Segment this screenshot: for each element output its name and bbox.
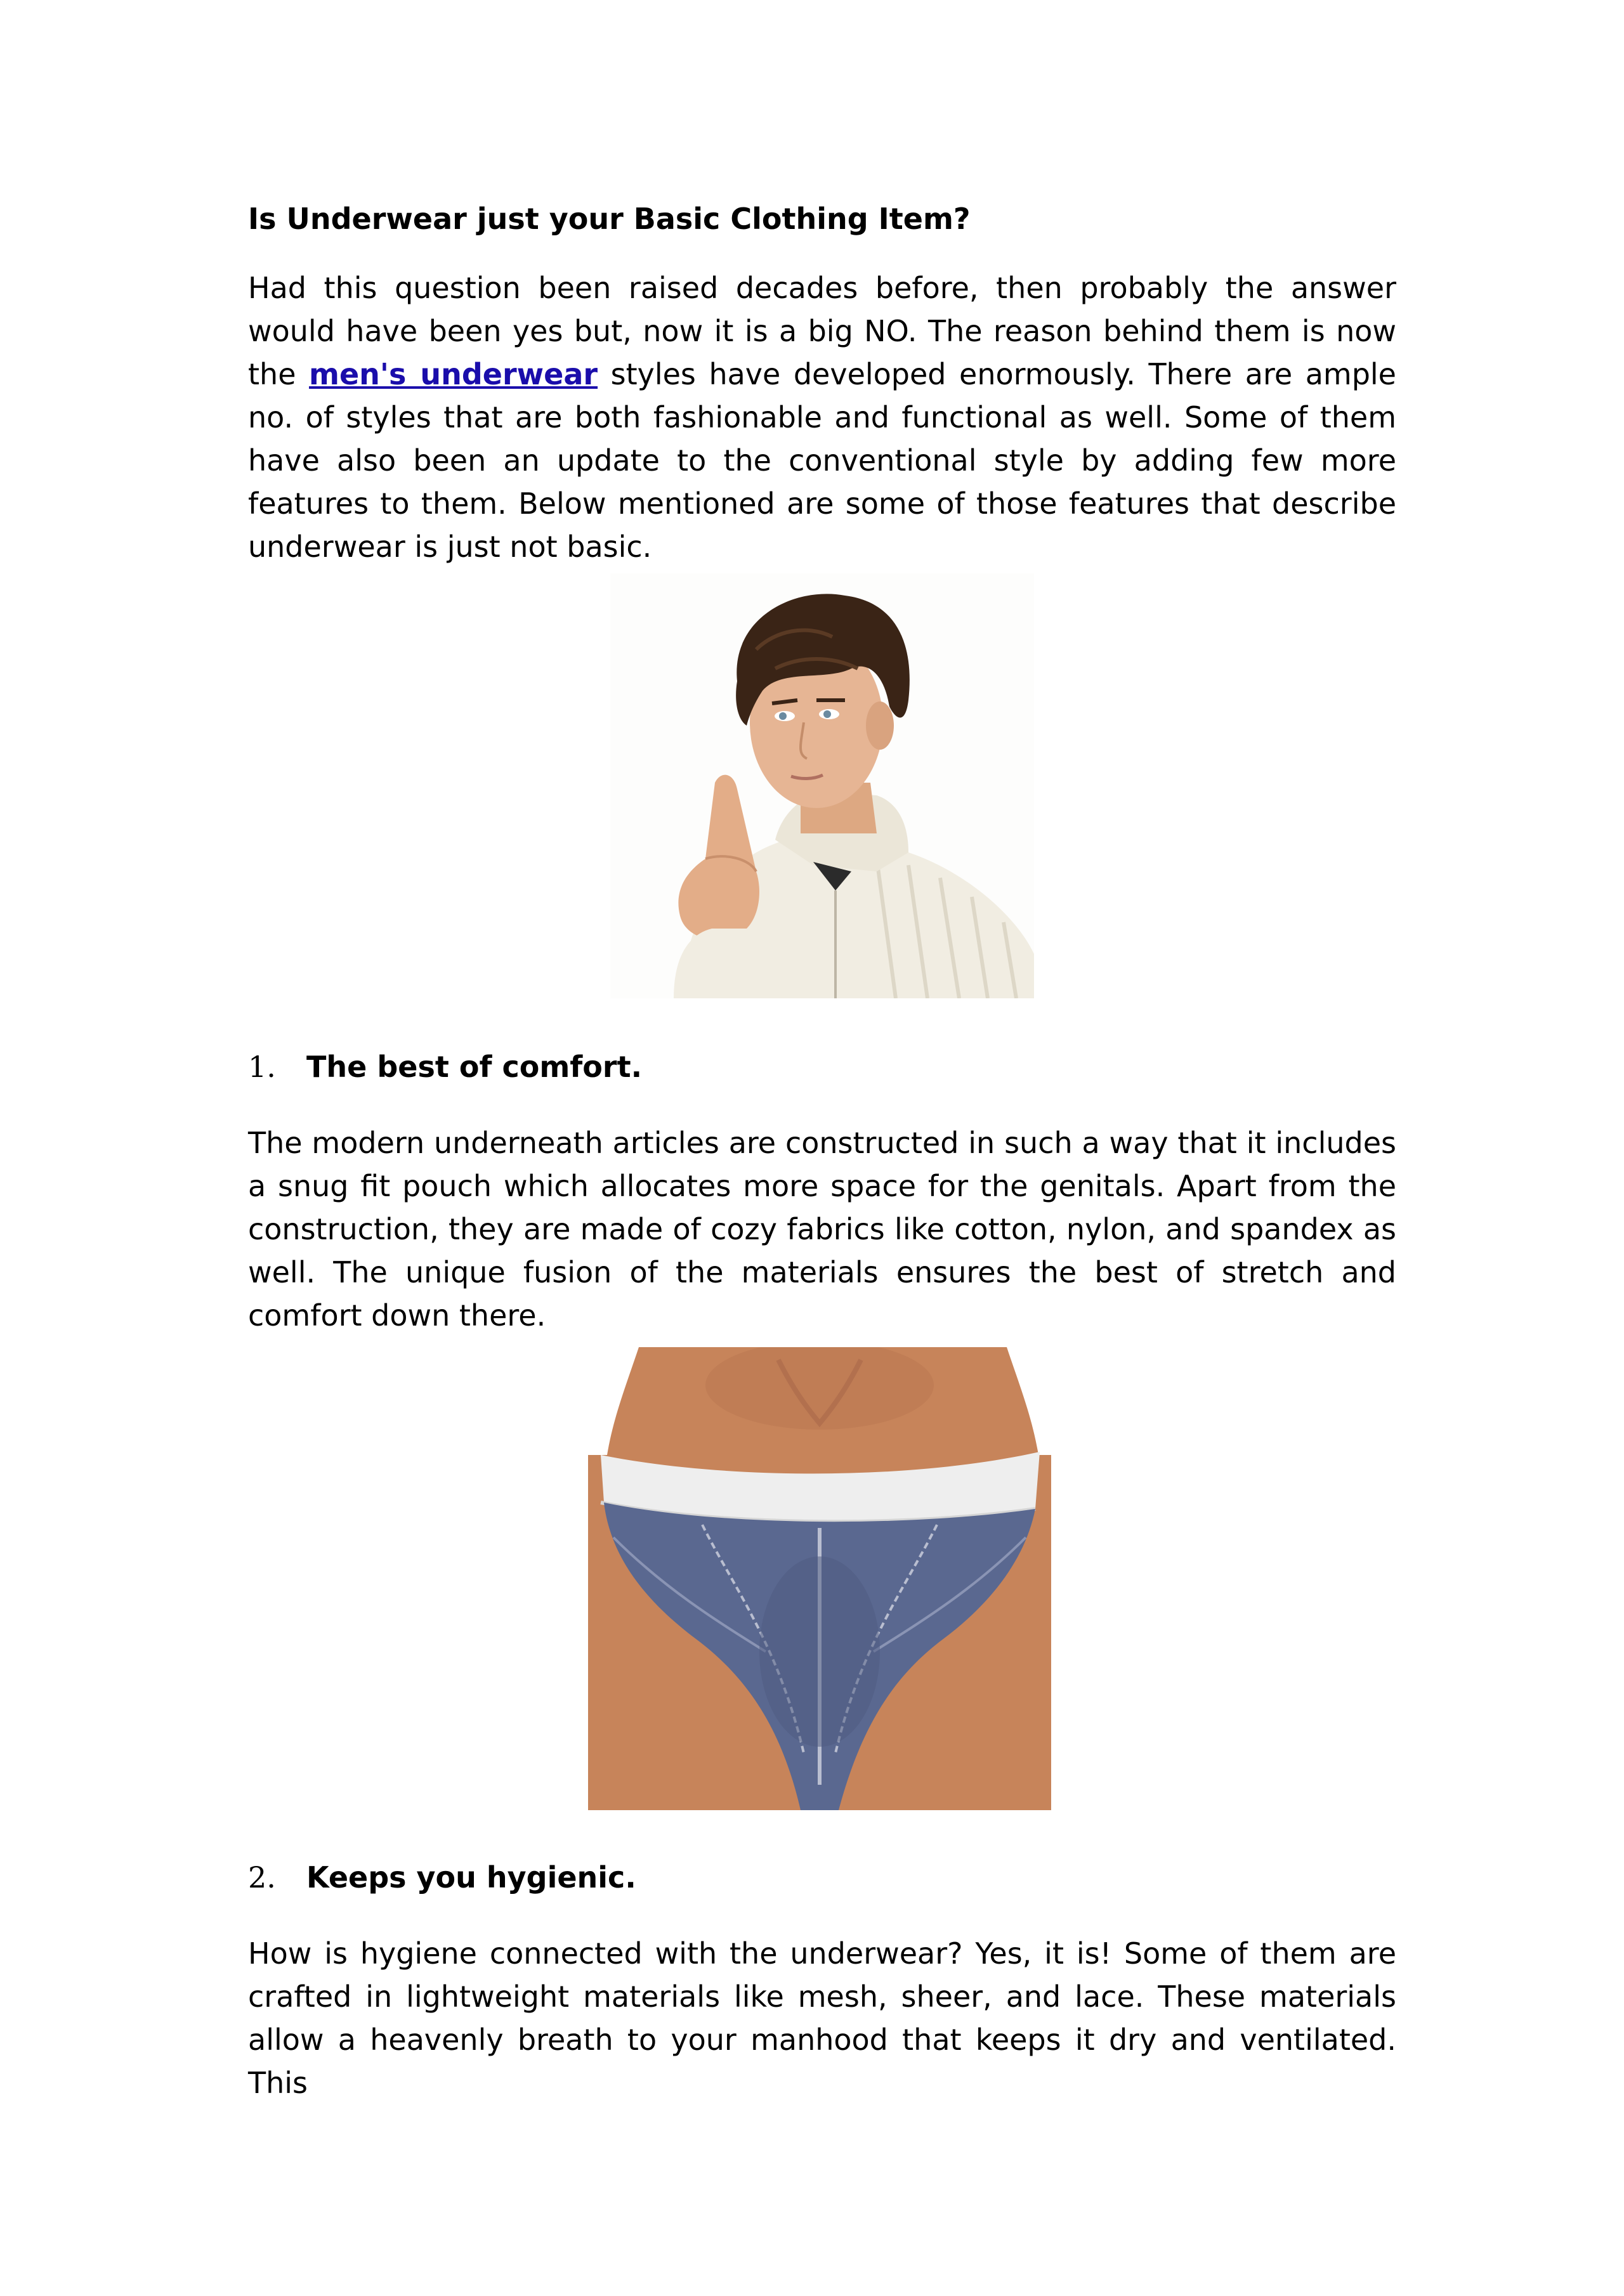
intro-text-after-link: styles have developed enormously. There are ample no. of styles that are both fashionable and functional as well. Some of them have also been an update to the conventional style by adding few more features to them. Below mentioned are some of those features that describe underwear is just not basic. [248,357,1396,564]
figure-thinking-man [248,573,1396,1000]
section-title: Keeps you hygienic. [306,1860,636,1895]
section-heading-comfort [248,1041,1396,1092]
article [248,190,1396,2104]
section-heading-hygiene [248,1852,1396,1903]
section-body-comfort: The modern underneath articles are constructed in such a way that it includes a snug fit pouch which allocates more space for the genitals. Apart from the construction, they are made of cozy fabrics like cotton, nylon, and spandex as well. The unique fusion of the materials ensures the best of stretch and comfort down there. [248,1126,1396,1333]
section-body-hygiene: How is hygiene connected with the underwear? Yes, it is! Some of them are crafted in lightweight materials like mesh, sheer, and lace. These materials allow a heavenly breath to your manhood that keeps it dry and ventilated. This [248,1936,1396,2100]
intro-paragraph [248,266,1396,568]
section-number: 2. [248,1860,276,1895]
section-title: The best of comfort. [306,1050,643,1084]
figure-briefs [248,1347,1396,1810]
thinking-man-photo [610,573,1034,998]
mens-underwear-link[interactable]: men's underwear [309,357,598,391]
intro-text-before-link: Had this question been raised decades before, then probably the answer would have been yes but, now it is a big NO. The reason behind them is now the [248,271,1396,391]
section-number: 1. [248,1050,276,1084]
article-title: Is Underwear just your Basic Clothing Item? [248,202,971,236]
briefs-photo [588,1347,1051,1810]
